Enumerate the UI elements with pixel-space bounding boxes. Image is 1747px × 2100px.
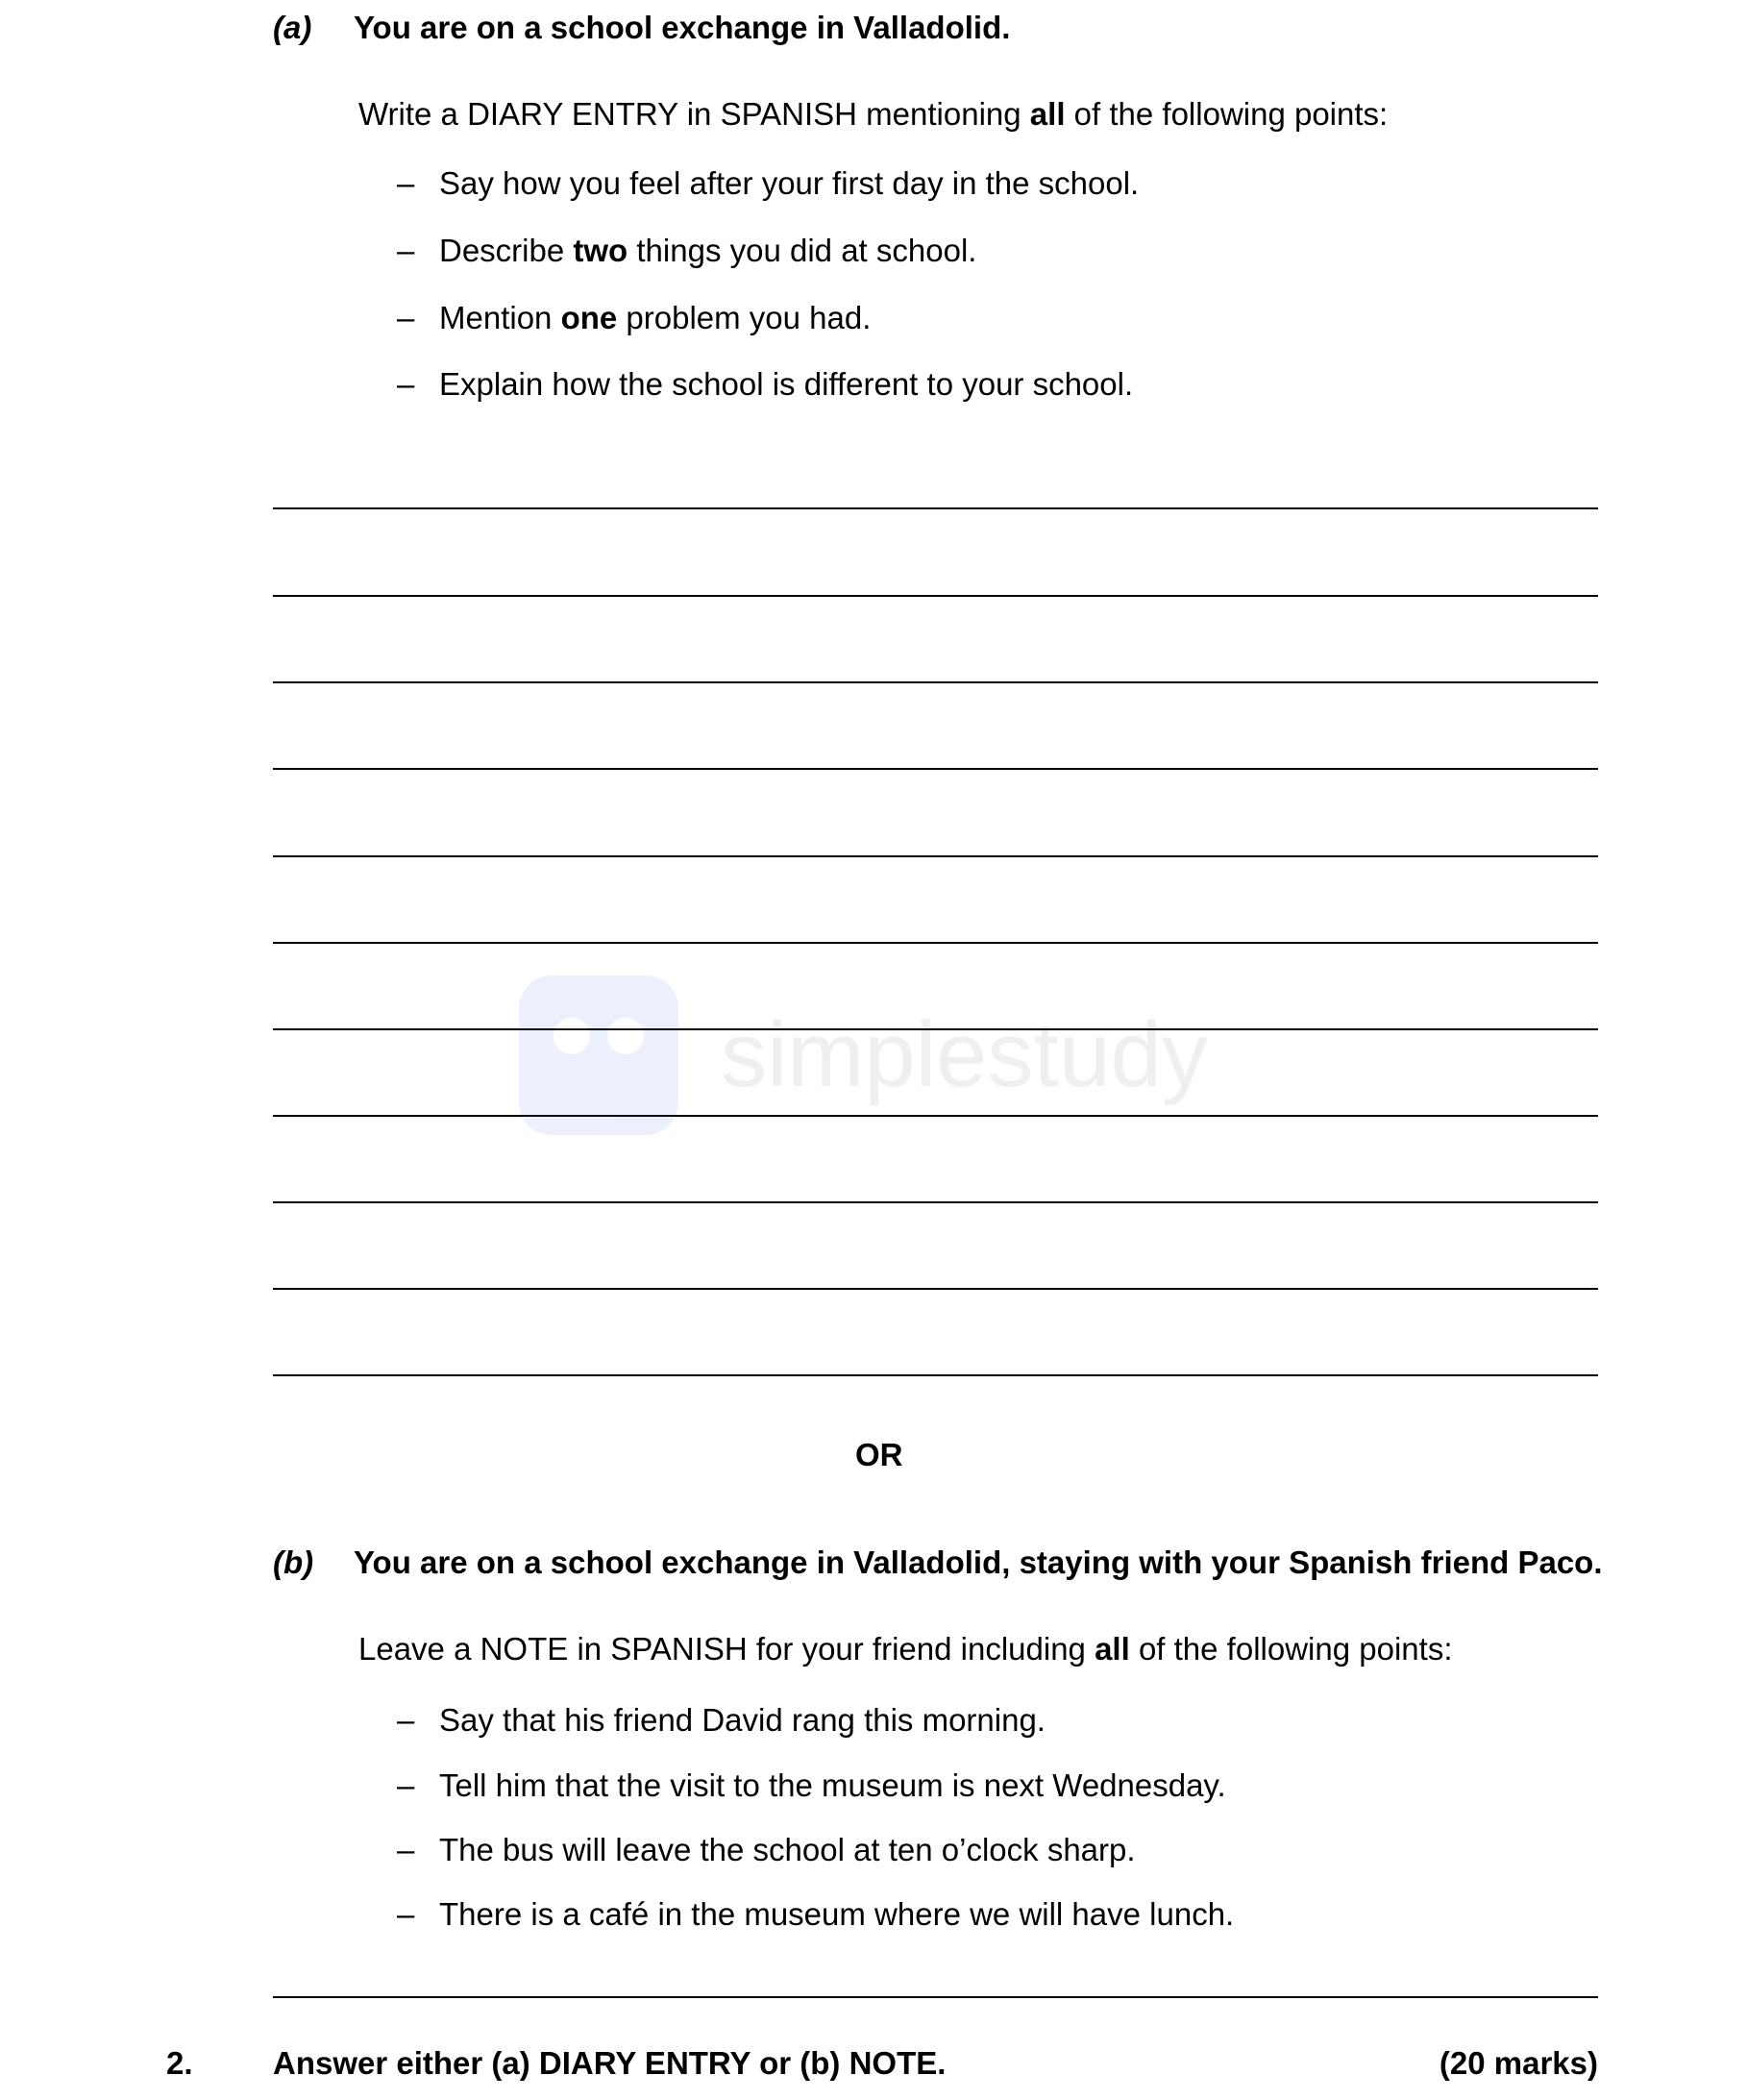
instruction-emphasis: all — [1095, 1631, 1130, 1667]
question-instruction: Answer either (a) DIARY ENTRY or (b) NOTE. — [273, 2045, 947, 2081]
bullet-text: Say that his friend David rang this morning. — [439, 1702, 1046, 1738]
watermark-text: simplestudy — [721, 1003, 1208, 1106]
bullet-text: Mention — [439, 300, 561, 335]
bullet-text: Explain how the school is different to your school. — [439, 366, 1134, 402]
bullet-text: The bus will leave the school at ten o’clock sharp. — [439, 1832, 1136, 1867]
answer-line — [273, 595, 1598, 597]
answer-line — [273, 855, 1598, 857]
answer-line — [273, 1996, 1598, 1998]
bullet-text: Tell him that the visit to the museum is next Wednesday. — [439, 1767, 1226, 1803]
part-b-bullet — [397, 1896, 1234, 1933]
dash-bullet-icon: – — [397, 1832, 415, 1867]
question-number: 2. — [166, 2045, 193, 2081]
or-separator: OR — [855, 1437, 903, 1472]
dash-bullet-icon: – — [397, 165, 415, 201]
bullet-emphasis: two — [573, 233, 628, 268]
instruction-text: of the following points: — [1065, 96, 1389, 132]
part-b-label: (b) — [273, 1544, 314, 1580]
instruction-text: of the following points: — [1129, 1631, 1453, 1667]
dash-bullet-icon: – — [397, 366, 415, 402]
part-a-bullet — [397, 165, 1139, 202]
answer-line — [273, 1201, 1598, 1203]
instruction-text: Leave a NOTE in SPANISH for your friend including — [358, 1631, 1095, 1667]
part-a-bullet — [397, 300, 871, 336]
dash-bullet-icon: – — [397, 1767, 415, 1803]
answer-line — [273, 768, 1598, 770]
dash-bullet-icon: – — [397, 1896, 415, 1932]
simplestudy-logo-icon — [519, 976, 678, 1135]
part-b-instruction — [358, 1631, 1453, 1668]
answer-line — [273, 1288, 1598, 1290]
bullet-text: problem you had. — [617, 300, 872, 335]
instruction-emphasis: all — [1029, 96, 1066, 132]
dash-bullet-icon: – — [397, 1702, 415, 1738]
bullet-text: Describe — [439, 233, 574, 268]
answer-line — [273, 942, 1598, 944]
part-a-instruction — [358, 96, 1388, 133]
part-a-bullet — [397, 233, 976, 269]
answer-line — [273, 681, 1598, 683]
part-a-bullet — [397, 366, 1133, 403]
dash-bullet-icon: – — [397, 300, 415, 335]
watermark — [519, 976, 1208, 1135]
part-a-label: (a) — [273, 10, 312, 45]
answer-line — [273, 507, 1598, 509]
bullet-text: There is a café in the museum where we will have lunch. — [439, 1896, 1235, 1932]
instruction-text: Write a DIARY ENTRY in SPANISH mentioning — [358, 96, 1030, 132]
bullet-text: things you did at school. — [627, 233, 977, 268]
part-b-bullet — [397, 1702, 1046, 1739]
marks-label: (20 marks) — [1439, 2045, 1598, 2081]
part-b-title: You are on a school exchange in Valladolid, staying with your Spanish friend Paco. — [354, 1544, 1603, 1580]
part-a-title: You are on a school exchange in Valladolid. — [354, 10, 1011, 45]
bullet-text: Say how you feel after your first day in the school. — [439, 165, 1140, 201]
answer-line — [273, 1374, 1598, 1376]
dash-bullet-icon: – — [397, 233, 415, 268]
part-b-bullet — [397, 1767, 1226, 1804]
bullet-emphasis: one — [560, 300, 618, 335]
part-b-bullet — [397, 1832, 1136, 1868]
